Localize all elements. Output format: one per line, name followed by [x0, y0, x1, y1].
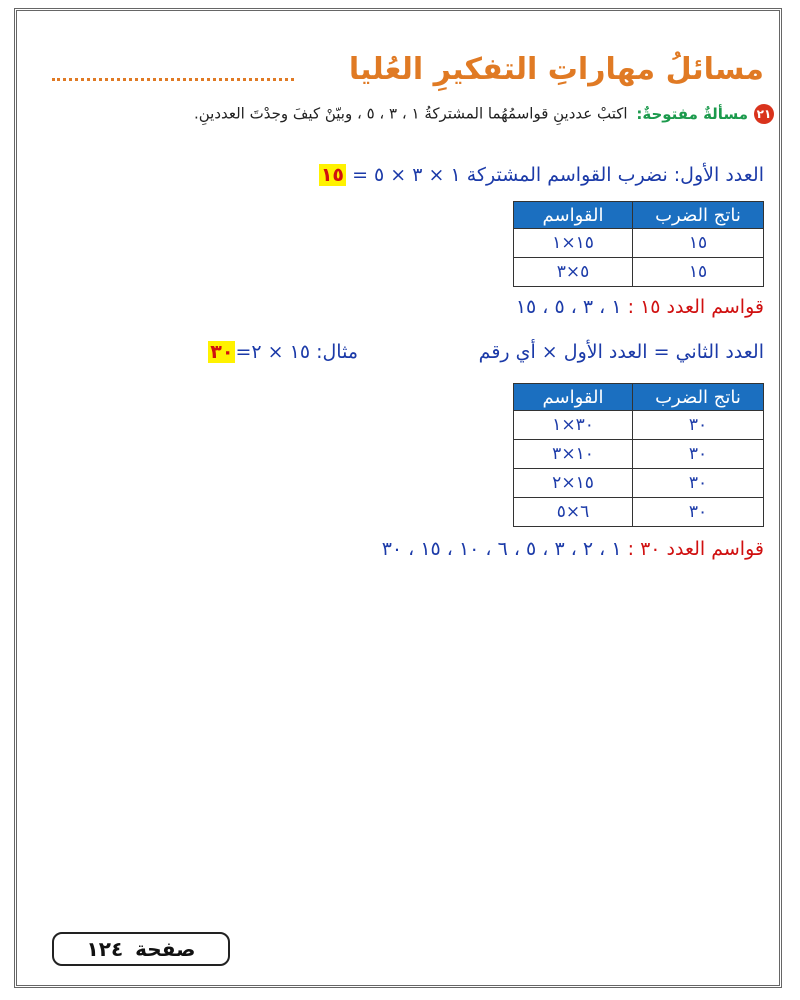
table-cell: ٣٠: [633, 498, 764, 527]
page-number: ١٢٤: [86, 937, 124, 961]
example-line: [208, 341, 358, 363]
table-row: [514, 440, 764, 469]
table-cell: ٣٠: [633, 411, 764, 440]
problem-label: مسألةٌ مفتوحةٌ:: [636, 104, 748, 123]
heading-title: مسائلُ مهاراتِ التفكيرِ العُليا: [348, 52, 764, 87]
column-header-factors: القواسم: [514, 202, 633, 229]
page-word: صفحة: [135, 937, 196, 961]
first-factors-label: قواسم العدد ١٥ :: [627, 296, 764, 318]
section-heading: [44, 48, 764, 98]
column-header-product: ناتج الضرب: [633, 384, 764, 411]
first-factors-table: [513, 201, 764, 287]
table-cell: ٦×٥: [514, 498, 633, 527]
second-number-line: [479, 341, 764, 363]
problem-text: اكتبْ عددينِ قواسمُهُما المشتركةُ ١ ، ٣ ، ٥ ، وبيّنْ كيفَ وجدْتَ العددينِ.: [193, 104, 628, 123]
table-header-row: [514, 202, 764, 229]
column-header-product: ناتج الضرب: [633, 202, 764, 229]
table-row: [514, 411, 764, 440]
table-row: [514, 498, 764, 527]
first-factors-line: [516, 296, 764, 318]
second-factors-table: [513, 383, 764, 527]
problem-statement: [34, 104, 774, 124]
first-number-result: ١٥: [320, 164, 345, 186]
second-factors-list: ١ ، ٢ ، ٣ ، ٥ ، ٦ ، ١٠ ، ١٥ ، ٣٠: [381, 538, 622, 560]
table-cell: ٣٠: [633, 469, 764, 498]
problem-number-badge: ٢١: [754, 104, 774, 124]
table-cell: ١٠×٣: [514, 440, 633, 469]
column-header-factors: القواسم: [514, 384, 633, 411]
example-result: ٣٠: [210, 341, 234, 363]
table-header-row: [514, 384, 764, 411]
second-factors-line: [382, 538, 764, 560]
table-cell: ١٥×٢: [514, 469, 633, 498]
table-row: [514, 258, 764, 287]
table-cell: ٣٠: [633, 440, 764, 469]
heading-dotted-rule: [52, 78, 294, 81]
first-factors-list: ١ ، ٣ ، ٥ ، ١٥: [515, 296, 622, 318]
table-row: [514, 229, 764, 258]
example-text: مثال: ١٥ × ٢=: [235, 341, 358, 363]
first-number-text: العدد الأول: نضرب القواسم المشتركة ١ × ٣ × ٥ =: [352, 164, 764, 186]
first-number-line: [319, 164, 764, 186]
table-cell: ١٥×١: [514, 229, 633, 258]
table-cell: ٣٠×١: [514, 411, 633, 440]
table-row: [514, 469, 764, 498]
table-cell: ١٥: [633, 258, 764, 287]
second-factors-label: قواسم العدد ٣٠ :: [627, 538, 764, 560]
table-cell: ٥×٣: [514, 258, 633, 287]
table-cell: ١٥: [633, 229, 764, 258]
second-number-text: العدد الثاني = العدد الأول × أي رقم: [478, 341, 764, 363]
page-number-box: [52, 932, 230, 966]
